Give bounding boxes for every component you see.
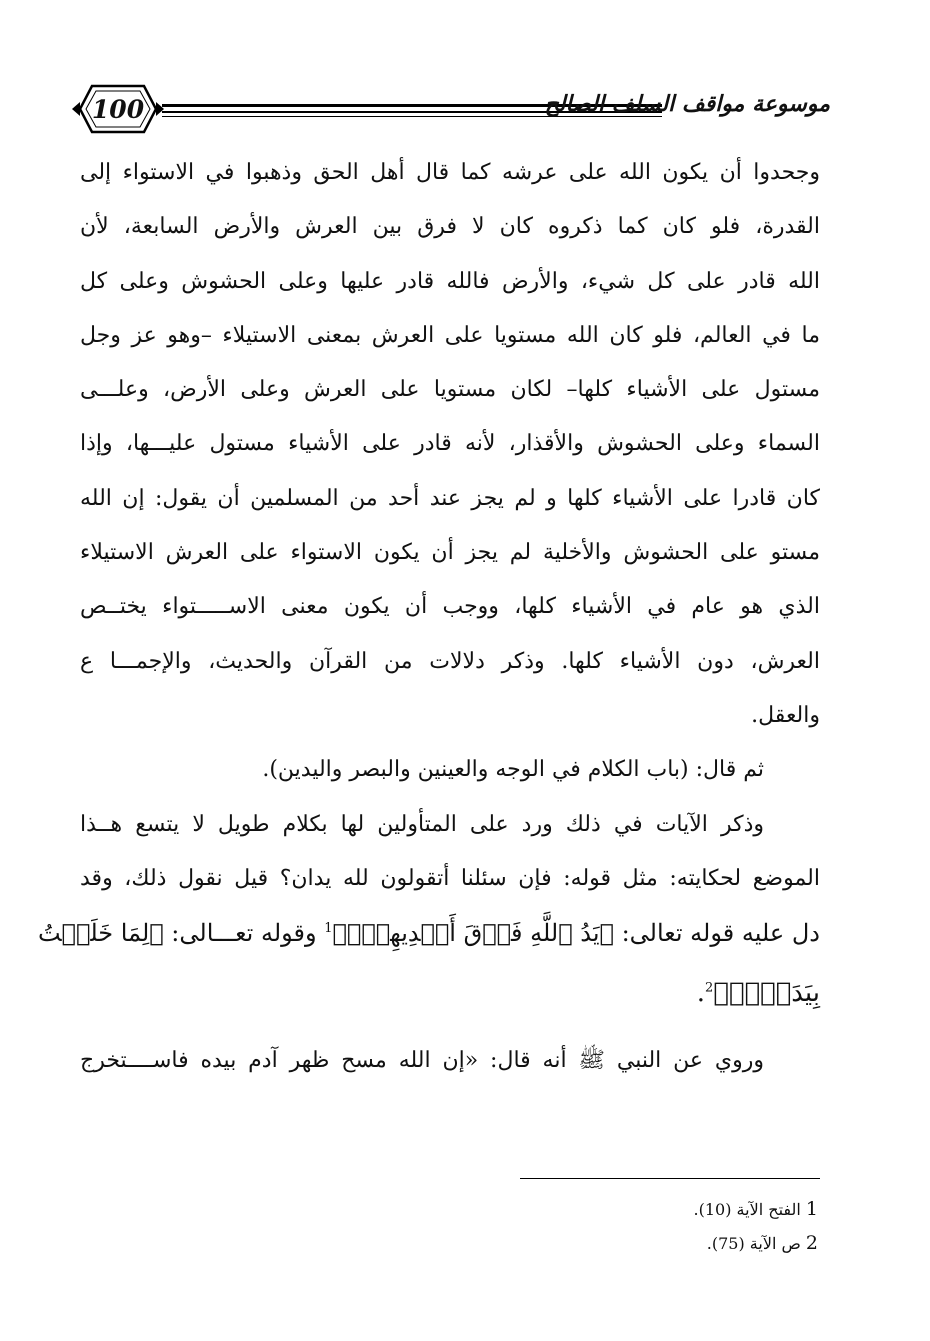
footnote-separator (520, 1178, 820, 1179)
footnote-number: 1 (805, 1198, 818, 1220)
footnote-text: الفتح الآية (10). (693, 1200, 801, 1219)
text-line: والعقل. (751, 702, 820, 728)
quran-verse: بِيَدَيَّۖ﴾ (713, 978, 820, 1009)
series-title: موسوعة مواقف السلف الصالح (544, 91, 830, 117)
page-number: 100 (91, 94, 145, 124)
page-body (37, 146, 820, 1089)
footnote-ref[interactable]: 1 (324, 921, 333, 937)
text-line: كان قادرا على الأشياء كلها و لم يجز عند أحد من المسلمين أن يقول: إن الله (80, 485, 820, 511)
text-line: مستو على الحشوش والأخلية لم يجز أن يكون الاستواء على العرش الاستيلاء (80, 540, 820, 566)
quran-verse: ﴿يَدُ ٱللَّهِ فَوۡقَ أَيۡدِيهِمۡۚ﴾ (332, 919, 614, 948)
footnote-text: ص الآية (75). (706, 1234, 801, 1253)
text-line: ما في العالم، فلو كان الله مستويا على العرش بمعنى الاستيلاء –وهو عز وجل (80, 322, 820, 348)
page-header (70, 78, 830, 142)
text-line: مستول على الأشياء كلها– لكان مستويا على العرش وعلى الأرض، وعلـــى (80, 377, 820, 403)
verse-line (37, 906, 820, 960)
text-line: الذي هو عام في الأشياء كلها، ووجب أن يكون معنى الاســـــتواء يختــص (80, 594, 820, 620)
text-line: السماء وعلى الحشوش والأقذار، لأنه قادر على الأشياء مستول عليـــها، وإذا (80, 431, 820, 457)
verse-tail: . (696, 978, 705, 1009)
verse-line (80, 960, 820, 1026)
text-line: الموضع لحكايته: مثل قوله: فإن سئلنا أتقولون لله يدان؟ قيل نقول ذلك، وقد (80, 865, 820, 891)
text-line: القدرة، فلو كان كما ذكروه كان لا فرق بين العرش والأرض السابعة، لأن (80, 214, 820, 240)
footnote (398, 1226, 818, 1260)
quote-line: ثم قال: (باب الكلام في الوجه والعينين والبصر واليدين). (262, 757, 764, 783)
text-line: وذكر الآيات في ذلك ورد على المتأولين لها بكلام طويل لا يتسع هــذا (80, 811, 764, 837)
quran-verse: ﴿لِمَا خَلَقۡتُ (37, 919, 164, 948)
footnote-number: 2 (805, 1232, 818, 1254)
footnotes (398, 1192, 818, 1260)
verse-intro: دل عليه قوله تعالى: (613, 919, 820, 948)
text-line: العرش، دون الأشياء كلها. وذكر دلالات من القرآن والحديث، والإجمـــا ع (80, 648, 820, 674)
footnote-ref[interactable]: 2 (704, 980, 714, 996)
text-line: الله قادر على كل شيء، والأرض فالله قادر عليها وعلى الحشوش وعلى كل (80, 268, 820, 294)
page-number-badge (70, 80, 166, 138)
footnote (398, 1192, 818, 1226)
text-line: وجحدوا أن يكون الله على عرشه كما قال أهل الحق وذهبوا في الاستواء إلى (80, 160, 820, 185)
text-line: وروي عن النبي ﷺ أنه قال: «إن الله مسح ظهر آدم بيده فاســــتخرج (80, 1048, 764, 1074)
verse-mid: وقوله تعـــالى: (163, 919, 325, 948)
